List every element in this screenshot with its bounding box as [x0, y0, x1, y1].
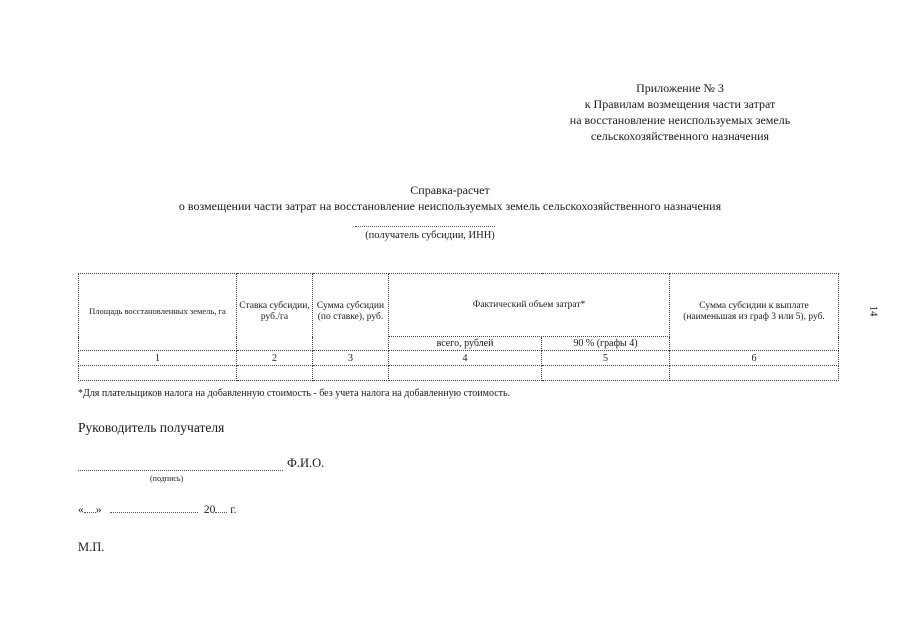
table-cell	[542, 366, 670, 381]
signature-caption: (подпись)	[150, 474, 184, 483]
appendix-line-1: Приложение № 3	[636, 81, 724, 95]
year-blank	[215, 502, 227, 513]
head-of-recipient-label: Руководитель получателя	[78, 420, 225, 435]
page-number: 14	[867, 305, 880, 317]
year-prefix: 20	[203, 504, 216, 516]
column-numbers-row	[79, 351, 839, 366]
table-cell	[313, 366, 389, 381]
vat-footnote: *Для плательщиков налога на добавленную стоимость - без учета налога на добавленную стоимость.	[78, 388, 511, 399]
table-cell	[237, 366, 313, 381]
header-ninety-percent: 90 % (графы 4)	[542, 337, 670, 351]
full-name-label: Ф.И.О.	[287, 456, 325, 470]
calculation-table	[78, 273, 839, 381]
date-open-quote: «	[78, 504, 84, 516]
column-number: 2	[237, 351, 313, 366]
header-total-rubles: всего, рублей	[389, 337, 542, 351]
signature-line	[78, 470, 283, 471]
stamp-place-label: М.П.	[78, 540, 105, 554]
table-cell	[79, 366, 237, 381]
date-line	[78, 502, 237, 516]
title-line-1: Справка-расчет	[410, 183, 490, 197]
column-number: 4	[389, 351, 542, 366]
column-number: 5	[542, 351, 670, 366]
title-line-2: о возмещении части затрат на восстановление неиспользуемых земель сельскохозяйственного назначения	[178, 199, 722, 213]
appendix-line-3: на восстановление неиспользуемых земель	[569, 113, 791, 127]
column-number: 6	[670, 351, 839, 366]
data-row	[79, 366, 839, 381]
table-cell	[389, 366, 542, 381]
recipient-caption: (получатель субсидии, ИНН)	[365, 230, 495, 241]
table-cell	[670, 366, 839, 381]
document-title	[40, 182, 860, 214]
appendix-line-2: к Правилам возмещения части затрат	[584, 97, 776, 111]
column-number: 1	[79, 351, 237, 366]
day-blank	[84, 502, 96, 513]
recipient-fill-line	[355, 226, 495, 227]
month-blank	[110, 502, 198, 513]
header-area	[79, 274, 237, 351]
header-actual-costs: Фактический объем затрат*	[389, 274, 670, 337]
header-subsidy-payable: Сумма субсидии к выплате (наименьшая из граф 3 или 5), руб.	[670, 274, 839, 351]
header-area-label: Площадь восстановленных земель, га	[89, 306, 226, 316]
header-rate: Ставка субсидии, руб./га	[237, 274, 313, 351]
column-number: 3	[313, 351, 389, 366]
appendix-header	[520, 80, 840, 144]
header-subsidy-by-rate: Сумма субсидии (по ставке), руб.	[313, 274, 389, 351]
appendix-line-4: сельскохозяйственного назначения	[590, 129, 770, 143]
year-suffix: г.	[230, 504, 237, 516]
date-close-quote: »	[95, 504, 102, 516]
